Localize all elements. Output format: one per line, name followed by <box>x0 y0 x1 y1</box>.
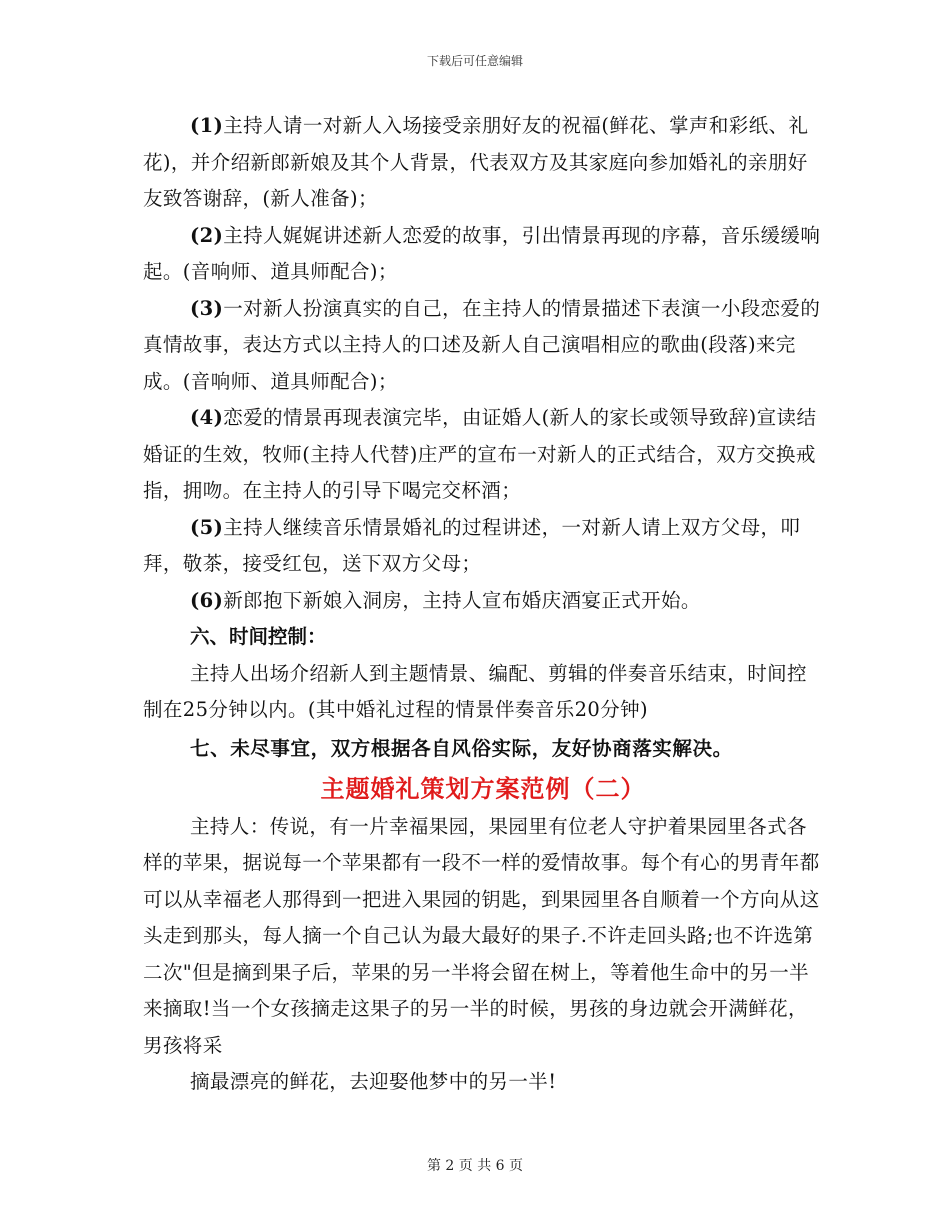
item-text: 恋爱的情景再现表演完毕，由证婚人(新人的家长或领导致辞)宣读结婚证的生效，牧师(主持人代替)庄严的宣布一对新人的正式结合，双方交换戒指，拥吻。在主持人的引导下喝完交杯酒； <box>143 406 817 502</box>
item-number: (4) <box>190 406 224 429</box>
list-item-5 <box>143 510 823 583</box>
item-text: 主持人请一对新人入场接受亲朋好友的祝福(鲜花、掌声和彩纸、礼花)，并介绍新郎新娘及其个人背景，代表双方及其家庭向参加婚礼的亲朋好友致答谢辞，(新人准备)； <box>143 114 809 210</box>
item-number: (3) <box>190 296 224 320</box>
page-header-note: 下载后可任意编辑 <box>426 54 523 68</box>
section-paragraph-time-control: 主持人出场介绍新人到主题情景、编配、剪辑的伴奏音乐结束，时间控制在25分钟以内。(其中婚礼过程的情景伴奏音乐20分钟) <box>143 661 807 721</box>
item-number: (2) <box>190 223 224 247</box>
list-item-3 <box>143 291 823 401</box>
example-title: 主题婚礼策划方案范例（二） <box>320 773 646 803</box>
item-text: 新郎抱下新娘入洞房，主持人宣布婚庆酒宴正式开始。 <box>223 588 701 612</box>
item-number: (5) <box>190 515 224 539</box>
item-number: (1) <box>190 114 224 137</box>
page-number: 第 2 页 共 6 页 <box>426 1158 524 1174</box>
item-text: 主持人娓娓讲述新人恋爱的故事，引出情景再现的序幕，音乐缓缓响起。(音响师、道具师配合)； <box>143 223 821 283</box>
item-number: (6) <box>190 588 224 612</box>
item-text: 一对新人扮演真实的自己，在主持人的情景描述下表演一小段恋爱的真情故事，表达方式以主持人的口述及新人自己演唱相应的歌曲(段落)来完成。(音响师、道具师配合)； <box>143 296 821 393</box>
list-item-6 <box>143 583 823 620</box>
example-last-line: 摘最漂亮的鲜花，去迎娶他梦中的另一半! <box>190 1070 557 1093</box>
example-paragraph: 主持人：传说，有一片幸福果园，果园里有位老人守护着果园里各式各样的苹果，据说每一个苹果都有一段不一样的爱情故事。每个有心的男青年都可以从幸福老人那得到一把进入果园的钥匙，到果园里各自顺着一个方向从这头走到那头，每人摘一个自己认为最大最好的果子.不许走回头路;也不许选第二次"但是摘到果子后，苹果的另一半将会留在树上，等着他生命中的另一半来摘取!当一个女孩摘走这果子的另一半的时候，男孩的身边就会开满鲜花，男孩将采 <box>143 814 820 1057</box>
item-text: 主持人继续音乐情景婚礼的过程讲述，一对新人请上双方父母，叩拜，敬茶，接受红包，送下双方父母； <box>143 515 801 575</box>
document-body <box>143 108 823 1101</box>
list-item-2 <box>143 218 823 291</box>
list-item-1 <box>143 108 823 218</box>
section-heading-time-control: 六、时间控制： <box>190 625 327 648</box>
list-item-4 <box>143 400 823 510</box>
section-heading-other-matters: 七、未尽事宜，双方根据各自风俗实际，友好协商落实解决。 <box>190 736 733 760</box>
